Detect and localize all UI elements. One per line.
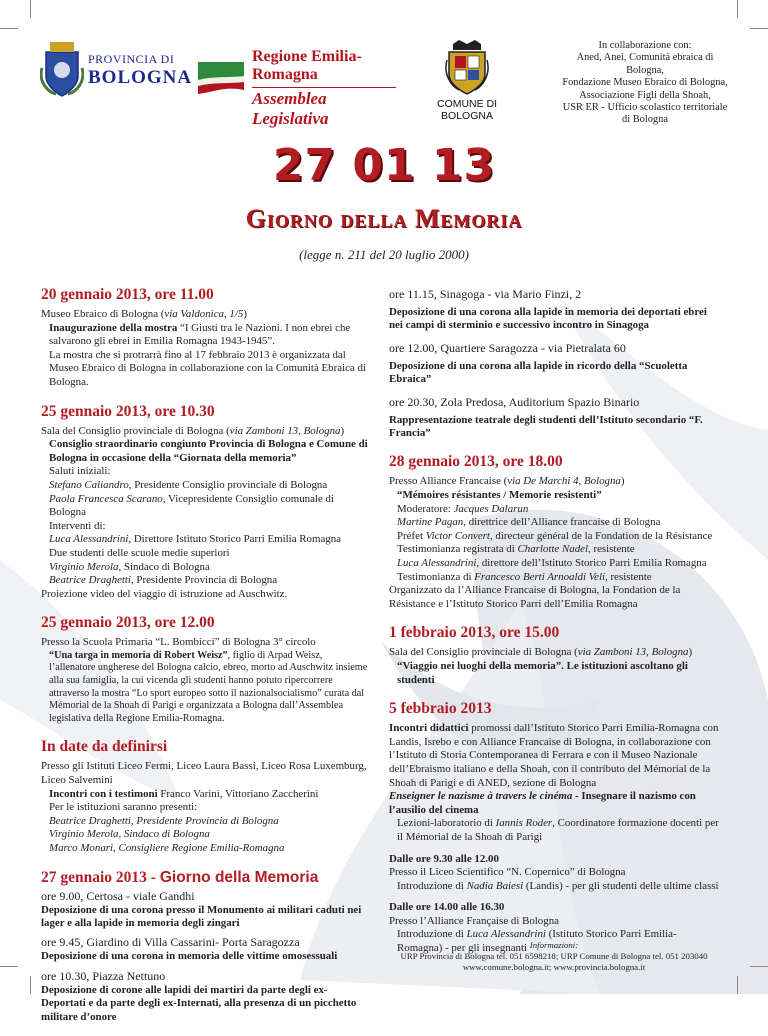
moderator-name: Jacques Dalarun: [453, 502, 529, 515]
event-section: [41, 613, 368, 725]
place-end: ): [243, 308, 247, 320]
session-time: Dalle ore 9.30 alle 12.00: [389, 852, 499, 865]
time-line: ore 9.45, Giardino di Villa Cassarini- Porta Saragozza: [41, 935, 300, 950]
time-line: ore 10.30, Piazza Nettuno: [41, 968, 166, 983]
event-section: [41, 402, 368, 602]
teacher-name: Iannis Roder: [495, 817, 553, 830]
speaker-role: , resistente: [605, 570, 652, 583]
attendee-name: Beatrice Draghetti: [49, 814, 131, 827]
comune-logo: [412, 40, 522, 122]
speaker: [41, 574, 368, 588]
crop-mark: [0, 28, 18, 29]
time-line: ore 12.00, Quartiere Saragozza - via Pietralata 60: [389, 340, 626, 355]
intro-name: Nadia Baiesi: [466, 879, 524, 892]
event-place: [41, 308, 368, 322]
info-title: Informazioni:: [529, 940, 579, 950]
ceremony: Deposizione di una corona alla lapide in memoria dei deportati ebrei nei campi di sterminio e successivo incontro in Sinagoga: [389, 306, 707, 332]
comune-crest-icon: [445, 40, 489, 96]
collab-line: Aned, Anei, Comunità ebraica di: [576, 52, 714, 64]
speaker-prefix: Préfet: [397, 529, 426, 542]
section-heading: 1 febbraio 2013, ore 15.00: [389, 624, 560, 642]
speaker-name: Paola Francesca Scarano: [49, 492, 163, 505]
speaker-prefix: Testimonianza di: [397, 570, 475, 583]
speaker: [389, 557, 719, 571]
crop-mark: [737, 0, 738, 18]
time-line: ore 20.30, Zola Predosa, Auditorium Spazio Binario: [389, 394, 640, 409]
event-place: [41, 425, 368, 439]
event-section: [41, 868, 368, 1024]
ceremony: Deposizione di corone alle lapidi dei martiri da parte degli ex-Deportati e da parte degli ex-Internati, alla presenza di un picchetto militare d’onore: [41, 983, 357, 1023]
section-heading: 25 gennaio 2013, ore 12.00: [41, 614, 215, 632]
attendees-label: Per le istituzioni saranno presenti:: [49, 801, 198, 814]
attendee: [41, 815, 368, 829]
section-heading: In date da definirsi: [41, 738, 168, 756]
event-title: “Mémoires résistantes / Memorie resistenti”: [397, 489, 602, 502]
description-text: “I Giusti tra le Nazioni. I non ebrei che salvarono gli ebrei in Emilia Romagna 1943-1945”.: [49, 321, 351, 348]
description-bold: Inaugurazione della mostra: [49, 321, 178, 334]
crop-mark: [0, 966, 18, 967]
time-line: ore 9.00, Certosa - viale Gandhi: [41, 888, 195, 903]
event-section: [389, 452, 719, 611]
heading-date: 27 gennaio 2013 -: [41, 868, 160, 886]
right-column: [389, 285, 719, 968]
info-footer: [389, 940, 719, 973]
event-date: 27 01 13: [272, 140, 496, 191]
crop-mark: [30, 976, 31, 994]
session-place: Presso il Liceo Scientifico “N. Copernico” di Bologna: [389, 866, 626, 879]
course-title-fr: Enseigner le nazisme à travers le cinéma: [389, 790, 573, 803]
speaker-role: , Vicepresidente Consiglio comunale di Bologna: [49, 492, 334, 519]
speaker-role: , Presidente Provincia di Bologna: [130, 574, 278, 587]
event-note: La mostra che si protrarrà fino al 17 febbraio 2013 è organizzata dal Museo Ebraico di Bologna in collaborazione con la Comunità Ebraica di Bologna.: [49, 348, 366, 388]
speaker-role: , directeur général de la Fondation de la Résistance: [489, 529, 713, 542]
teacher-role: , Coordinatore formazione docenti per il Mémorial de la Shoah di Parigi: [397, 817, 719, 843]
event-title: Giorno della Memoria: [245, 204, 523, 233]
collab-line: Associazione Figli della Shoah,: [579, 89, 711, 101]
course-title: [389, 790, 719, 817]
collab-line: In collaborazione con:: [598, 40, 692, 51]
info-websites[interactable]: www.comune.bologna.it; www.provincia.bologna.it: [462, 962, 646, 972]
intro-prefix: Introduzione di: [397, 879, 467, 892]
event-description: [41, 788, 368, 802]
event-description: [41, 650, 368, 726]
place-text: Museo Ebraico di Bologna (: [41, 308, 165, 320]
law-reference: (legge n. 211 del 20 luglio 2000): [299, 247, 469, 262]
section-heading: 25 gennaio 2013, ore 10.30: [41, 402, 215, 420]
time-line: ore 11.15, Sinagoga - via Mario Finzi, 2: [389, 287, 582, 301]
place-end: ): [688, 646, 693, 659]
provincia-line2: BOLOGNA: [88, 67, 193, 88]
event-section: [389, 623, 719, 687]
speaker: [389, 571, 719, 585]
event-description: [389, 722, 719, 790]
event-title: “Viaggio nei luoghi della memoria”. Le istituzioni ascoltano gli studenti: [397, 659, 688, 686]
event-note: Organizzato da l’Alliance Francaise di Bologna, la Fondation de la Résistance e l’Istituto Storico Parri dell’Emilia Romagna: [389, 584, 681, 610]
description-text: Franco Varini, Vittoriano Zaccherini: [157, 787, 319, 800]
speaker-prefix: Testimonianza registrata di: [397, 543, 518, 556]
attendee-role: , Presidente Provincia di Bologna: [130, 814, 279, 827]
event-section: [41, 285, 368, 390]
speaker: [389, 543, 719, 557]
place-address: via Zamboni 13, Bologna: [229, 424, 341, 437]
event-place: Presso gli Istituti Liceo Fermi, Liceo Laura Bassi, Liceo Rosa Luxemburg, Liceo Salvemini: [41, 760, 367, 787]
speaker-name: Virginio Merola: [49, 560, 119, 573]
heading-title: Giorno della Memoria: [159, 868, 319, 886]
place-end: ): [620, 475, 625, 488]
place-address: via Valdonica, 1/5: [164, 308, 244, 320]
attendee-name: Marco Monari: [49, 842, 114, 854]
speaker-name: Luca Alessandrini: [49, 533, 129, 546]
speaker-name: Beatrice Draghetti: [49, 574, 131, 587]
attendee: [41, 828, 368, 842]
regione-line1: Regione Emilia-Romagna: [252, 48, 362, 83]
section-heading: 5 febbraio 2013: [389, 700, 492, 718]
provincia-shield-icon: [40, 38, 84, 98]
speaker-role: , resistente: [588, 543, 635, 556]
speaker-name: Martine Pagan: [397, 516, 464, 529]
speaker-role: , Presidente Consiglio provinciale di Bologna: [128, 478, 328, 491]
speaker: [41, 493, 368, 520]
event-title: Consiglio straordinario congiunto Provincia di Bologna e Comune di Bologna in occasione della “Giornata della memoria”: [49, 438, 368, 464]
event-note: Proiezione video del viaggio di istruzione ad Auschwitz.: [41, 587, 288, 600]
moderator: [389, 503, 719, 517]
description-bold: Incontri con i testimoni: [49, 787, 158, 800]
collab-line: USR ER - Ufficio scolastico territoriale: [562, 102, 728, 114]
ceremony: Deposizione di una corona presso il Monumento ai militari caduti nei lager e alla lapide in memoria degli zingari: [41, 903, 362, 929]
place-address: via Zamboni 13, Bologna: [577, 646, 689, 659]
ceremony: Rappresentazione teatrale degli studenti dell’Istituto secondario “F. Francia”: [389, 413, 703, 440]
collab-line: Bologna,: [626, 64, 664, 76]
provincia-line1: PROVINCIA DI: [88, 52, 175, 66]
attendee-role: , Sindaco di Bologna: [118, 828, 210, 841]
session-time: Dalle ore 14.00 alle 16.30: [389, 901, 505, 914]
section-heading: 20 gennaio 2013, ore 11.00: [41, 286, 214, 303]
section-heading: 28 gennaio 2013, ore 18.00: [389, 453, 563, 471]
info-phones: URP Provincia di Bologna tel. 051 6598218; URP Comune di Bologna tel. 051 203040: [400, 951, 708, 961]
session-place: Presso l’Alliance Française di Bologna: [389, 914, 559, 927]
speaker: [41, 479, 368, 493]
attendee-role: , Consigliere Regione Emilia-Romagna: [113, 842, 285, 854]
regione-line2: Assemblea Legislativa: [252, 87, 396, 129]
speaker-name: Stefano Caliandro: [49, 478, 129, 491]
description-text: , figlio di Arpad Weisz, l’allenatore ungherese del Bologna calcio, ebreo, morto ad Auschwitz insieme alla sua famiglia, la cui vicenda gli studenti hanno potuto ripercorrere attraverso la mostra “Lo sport europeo sotto il nazionalsocialismo” curata dal Mémorial de la Shoah di Parigi e organizzata a Bologna dall’Assemblea legislativa della Regione Emilia-Romagna.: [49, 649, 368, 724]
event-description: [41, 322, 368, 349]
crop-mark: [30, 0, 31, 18]
place-text: Sala del Consiglio provinciale di Bologna (: [389, 646, 578, 659]
event-place: Presso la Scuola Primaria “L. Bombicci” di Bologna 3° circolo: [41, 636, 316, 649]
ceremony: Deposizione di una corona alla lapide in ricordo della “Scuoletta Ebraica”: [389, 359, 688, 386]
speaker-name: Luca Alessandrini: [397, 557, 477, 569]
event-section: [41, 737, 368, 855]
event-place: [389, 475, 719, 489]
speaker: [389, 530, 719, 544]
course-teacher: [389, 817, 719, 844]
attendee: [41, 842, 368, 856]
intro-rest: (Landis) - per gli studenti delle ultime classi: [523, 879, 719, 892]
speaker: [41, 561, 368, 575]
ceremony: Deposizione di una corona in memoria delle vittime omosessuali: [41, 950, 338, 963]
section-heading: [41, 868, 368, 887]
event-place: [389, 646, 719, 660]
teacher-prefix: Lezioni-laboratorio di: [397, 817, 496, 830]
provincia-logo: [40, 38, 193, 106]
regione-logo: [196, 48, 396, 128]
regione-mark-icon: [196, 50, 246, 100]
speaker-role: , Sindaco di Bologna: [118, 560, 210, 573]
collab-line: Fondazione Museo Ebraico di Bologna,: [562, 77, 728, 89]
place-text: Presso Alliance Francaise (: [389, 475, 508, 488]
speaker-name: Victor Convert: [425, 529, 490, 542]
course-title-it: - Insegnare il nazismo con l’ausilio del cinema: [389, 790, 696, 816]
place-end: ): [340, 424, 345, 437]
crop-mark: [750, 966, 768, 967]
crop-mark: [737, 976, 738, 994]
session-intro: [389, 880, 719, 894]
collab-line: di Bologna: [622, 114, 668, 126]
intro-rest: (Istituto Storico Parri Emilia-Romagna) - per gli insegnanti: [397, 928, 677, 955]
intro-prefix: Introduzione di: [397, 928, 467, 941]
speakers-label: Interventi di:: [49, 519, 106, 532]
event-section: [389, 699, 719, 956]
comune-label: COMUNE DI BOLOGNA: [436, 98, 498, 122]
speaker: [41, 533, 368, 547]
collaboration-block: [540, 40, 750, 127]
crop-mark: [750, 28, 768, 29]
description-bold: “Una targa in memoria di Robert Weisz”: [49, 649, 228, 661]
place-address: via De Marchi 4, Bologna: [507, 475, 621, 488]
speaker: Due studenti delle scuole medie superiori: [49, 546, 230, 559]
speaker-role: , direttore dell’Istituto Storico Parri Emilia Romagna: [476, 557, 707, 569]
speaker-name: Charlotte Nadel: [517, 543, 589, 556]
speaker-role: , Direttore Istituto Storico Parri Emilia Romagna: [128, 533, 342, 546]
attendee-name: Virginio Merola: [49, 828, 119, 841]
intro-name: Luca Alessandrini: [466, 928, 546, 941]
event-section: [389, 287, 719, 440]
speaker-name: Francesco Berti Arnoaldi Veli: [474, 570, 606, 583]
place-text: Sala del Consiglio provinciale di Bologna (: [41, 424, 230, 437]
description-text: promossi dall’Istituto Storico Parri Emilia-Romagna con Landis, Isrebo e con Alliance Francaise di Bologna, in collaborazione con l’Istituto di Storia Contemporanea di Ferrara e con il Museo Nazionale dell’Ebraismo italiano e della Shoah, con il contributo del Mémorial de la Shoah di Parigi e di ANED, sezione di Bologna: [389, 722, 719, 789]
description-bold: Incontri didattici: [389, 722, 469, 735]
moderator-label: Moderatore:: [397, 502, 454, 515]
greetings-label: Saluti iniziali:: [49, 465, 111, 478]
speaker: [389, 516, 719, 530]
left-column: [41, 285, 368, 1036]
speaker-role: , direttrice dell’Alliance francaise di Bologna: [463, 516, 661, 529]
